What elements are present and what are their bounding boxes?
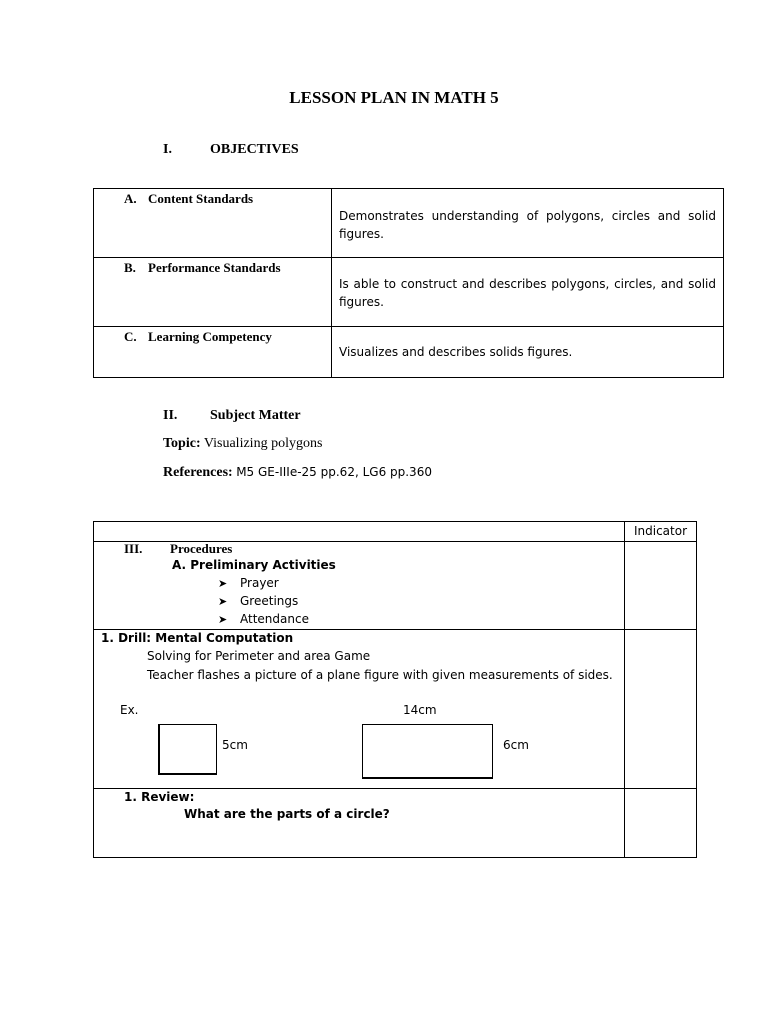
rectangle-length-label: 14cm <box>403 703 437 717</box>
objectives-table <box>93 188 724 378</box>
objective-label <box>124 191 253 207</box>
arrowhead-bullet-icon: ➤ <box>218 595 228 608</box>
section-procedures-number: III. <box>124 541 143 556</box>
objective-title: Content Standards <box>148 191 254 206</box>
table-divider <box>624 522 625 857</box>
list-item <box>218 594 298 608</box>
objective-label <box>124 329 272 345</box>
table-divider <box>94 629 696 630</box>
objective-description: Visualizes and describes solids figures. <box>339 345 573 359</box>
section-objectives-label: OBJECTIVES <box>210 142 299 157</box>
table-row <box>94 258 723 327</box>
topic-label: Topic: <box>163 436 201 451</box>
rectangle-width-label: 6cm <box>503 738 529 752</box>
indicator-column-header: Indicator <box>633 524 688 538</box>
topic-line <box>163 436 322 452</box>
table-row <box>94 327 723 377</box>
review-heading: 1. Review: <box>124 790 195 804</box>
rectangle-figure <box>362 724 493 779</box>
section-procedures-label: Procedures <box>170 541 233 556</box>
list-item-label: Attendance <box>240 612 309 626</box>
objective-title: Performance Standards <box>148 260 281 275</box>
objective-label <box>124 260 281 276</box>
arrowhead-bullet-icon: ➤ <box>218 613 228 626</box>
references-label: References: <box>163 465 233 480</box>
drill-description: Solving for Perimeter and area Game <box>147 649 371 663</box>
objective-title: Learning Competency <box>148 329 272 344</box>
section-objectives-number: I. <box>163 142 172 157</box>
objective-description: Demonstrates understanding of polygons, circles and solid figures. <box>339 209 716 241</box>
table-divider <box>94 788 696 789</box>
list-item <box>218 576 279 590</box>
drill-heading: 1. Drill: Mental Computation <box>101 631 294 645</box>
arrowhead-bullet-icon: ➤ <box>218 577 228 590</box>
square-figure <box>158 724 217 775</box>
preliminary-activities-heading: A. Preliminary Activities <box>172 558 336 572</box>
objective-letter: A. <box>124 191 137 206</box>
drill-instruction: Teacher flashes a picture of a plane figure with given measurements of sides. <box>147 668 613 682</box>
table-row <box>94 189 723 258</box>
list-item <box>218 612 309 626</box>
objective-description: Is able to construct and describes polygons, circles, and solid figures. <box>339 277 716 309</box>
review-question: What are the parts of a circle? <box>184 807 390 821</box>
references-value: M5 GE-IIIe-25 pp.62, LG6 pp.360 <box>236 465 432 479</box>
example-label: Ex. <box>120 703 139 717</box>
square-side-label: 5cm <box>222 738 248 752</box>
objective-letter: C. <box>124 329 137 344</box>
references-line <box>163 465 432 481</box>
page-title: LESSON PLAN IN MATH 5 <box>289 88 499 107</box>
list-item-label: Prayer <box>240 576 279 590</box>
section-subject-matter-label: Subject Matter <box>210 408 301 423</box>
list-item-label: Greetings <box>240 594 299 608</box>
topic-value: Visualizing polygons <box>203 436 323 451</box>
section-subject-matter-number: II. <box>163 408 178 423</box>
objective-letter: B. <box>124 260 136 275</box>
